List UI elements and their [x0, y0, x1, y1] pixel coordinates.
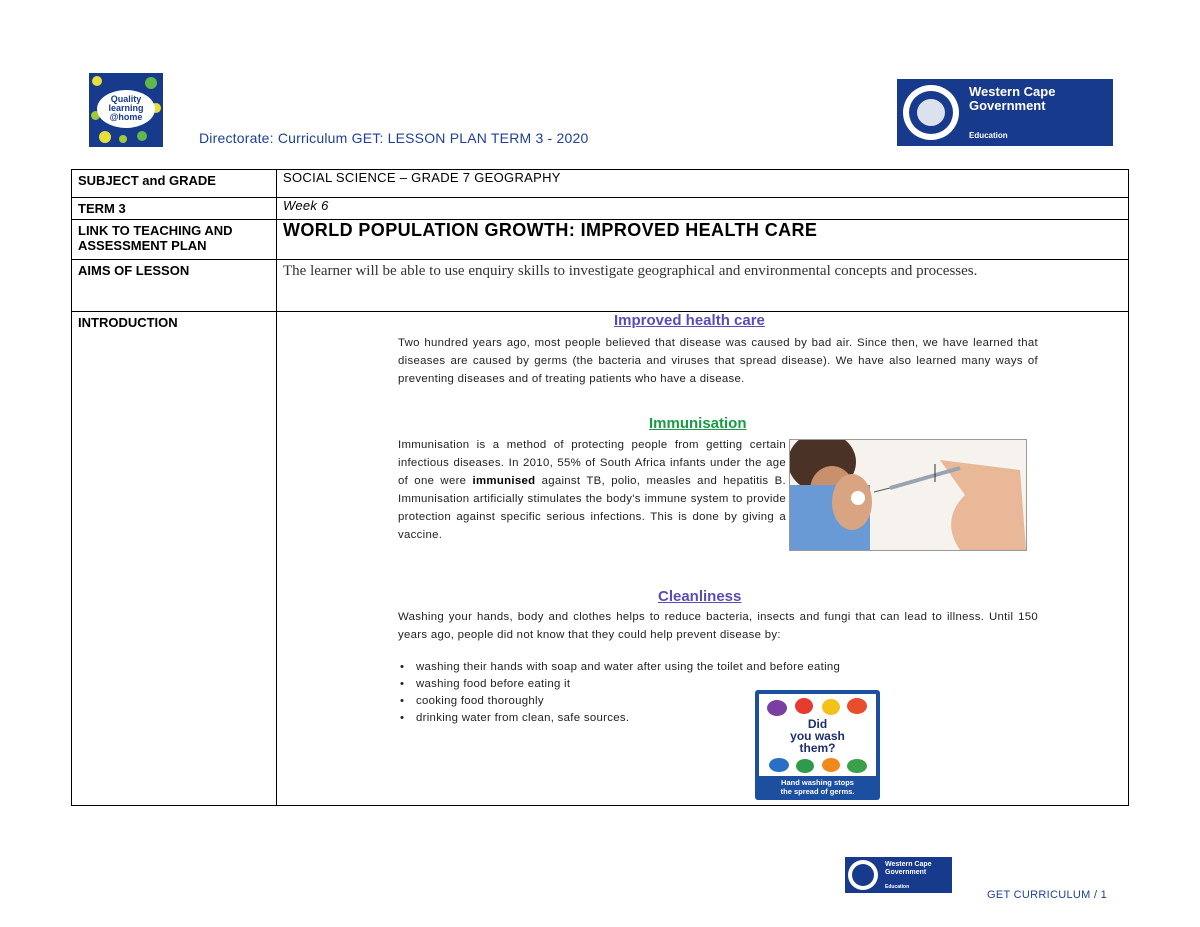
subject-label: SUBJECT and GRADE — [72, 170, 277, 198]
term-label: TERM 3 — [72, 198, 277, 220]
wash-sign-line2: you wash — [790, 729, 845, 743]
crest-icon — [903, 85, 959, 140]
logo-name-line2: Government — [969, 98, 1046, 113]
page-number-label: GET CURRICULUM / 1 — [987, 889, 1108, 901]
quality-learning-text: Quality learning @home — [108, 94, 144, 122]
crest-icon — [848, 860, 878, 890]
immunisation-text-a: Immunisation is a method of protecting people from getting certain infectious diseases. In 2010, 55% of South Africa infants under the age of one were — [398, 439, 786, 487]
logo-name-line1: Western Cape — [969, 84, 1056, 99]
heading-improved-health-care: Improved health care — [614, 312, 765, 329]
list-item: • washing food before eating it — [398, 676, 840, 693]
table-row-aims — [72, 260, 1129, 312]
immunisation-text-b: against TB, polio, measles and hepatitis B. Immunisation artificially stimulates the body's immune system to provide protection against specific serious infections. This is done by giving a vaccine. — [398, 475, 786, 541]
logo-dept: Education — [969, 131, 1008, 140]
paragraph-health-care: Two hundred years ago, most people believed that disease was caused by bad air. Since then, we have learned that diseases are caused by germs (the bacteria and viruses that spread disease). We have also learned many ways of preventing diseases and of treating patients who have a disease. — [398, 337, 1038, 385]
immunised-bold: immunised — [472, 475, 536, 487]
list-item: • washing their hands with soap and water after using the toilet and before eating — [398, 659, 840, 676]
wash-sign-line3: them? — [799, 741, 836, 755]
table-row-term — [72, 198, 1129, 220]
table-row-subject — [72, 170, 1129, 198]
footer-logo-line1: Western Cape — [885, 861, 932, 868]
paragraph-immunisation — [398, 436, 786, 544]
table-row-introduction — [72, 312, 1129, 806]
wash-sign-foot1: Hand washing stops — [781, 778, 854, 787]
hand-washing-sign — [755, 690, 880, 800]
footer-logo — [845, 857, 952, 893]
heading-immunisation: Immunisation — [649, 415, 747, 432]
wash-sign-line1: Did — [807, 717, 828, 731]
subject-value: SOCIAL SCIENCE – GRADE 7 GEOGRAPHY — [277, 170, 1129, 198]
table-row-link — [72, 220, 1129, 260]
footer-logo-dept: Education — [885, 884, 910, 890]
link-label: LINK TO TEACHING AND ASSESSMENT PLAN — [72, 220, 277, 260]
introduction-label: INTRODUCTION — [72, 312, 277, 806]
heading-cleanliness: Cleanliness — [658, 588, 742, 605]
term-value: Week 6 — [277, 198, 1129, 220]
footer-logo-line2: Government — [885, 869, 927, 876]
aims-value: The learner will be able to use enquiry skills to investigate geographical and environmental concepts and processes. — [277, 260, 1129, 312]
wash-sign-foot2: the spread of germs. — [780, 787, 855, 796]
list-item: • cooking food thoroughly — [398, 693, 840, 710]
lesson-plan-table — [71, 169, 1129, 806]
directorate-title: Directorate: Curriculum GET: LESSON PLAN TERM 3 - 2020 — [199, 130, 589, 146]
list-item: • drinking water from clean, safe sources. — [398, 710, 840, 727]
vaccination-photo — [789, 439, 1027, 551]
paragraph-cleanliness: Washing your hands, body and clothes helps to reduce bacteria, insects and fungi that can lead to illness. Until 150 years ago, people did not know that they could help prevent disease by: — [398, 611, 1038, 641]
aims-label: AIMS OF LESSON — [72, 260, 277, 312]
introduction-content — [277, 312, 1129, 806]
quality-learning-logo — [89, 73, 163, 147]
western-cape-government-logo — [897, 79, 1113, 146]
lesson-title: WORLD POPULATION GROWTH: IMPROVED HEALTH CARE — [277, 220, 1129, 260]
